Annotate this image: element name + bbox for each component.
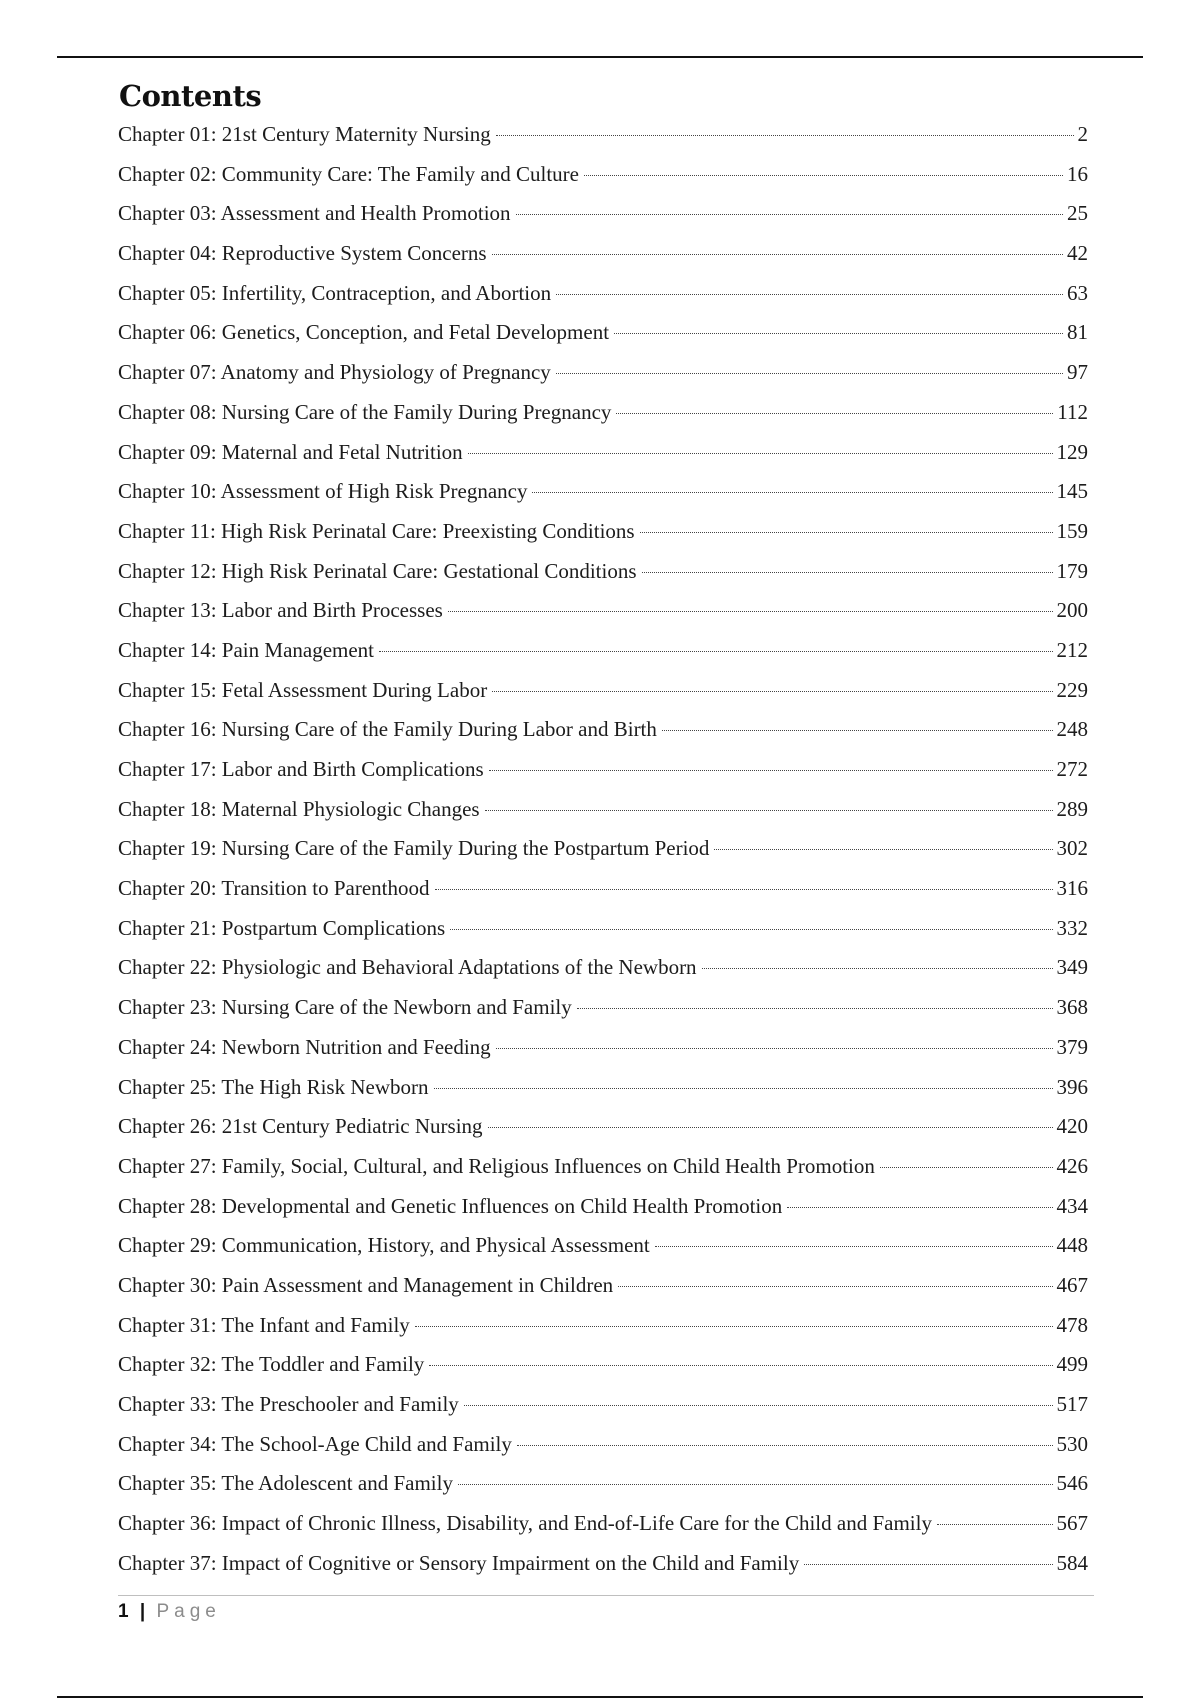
toc-entry-page-number: 530 bbox=[1056, 1431, 1088, 1456]
toc-entry[interactable] bbox=[118, 155, 1088, 195]
toc-entry[interactable] bbox=[118, 1385, 1088, 1425]
toc-entry[interactable] bbox=[118, 1306, 1088, 1346]
toc-entry-page-number: 81 bbox=[1067, 320, 1088, 345]
toc-entry-page-number: 179 bbox=[1056, 558, 1088, 583]
toc-entry-title: Chapter 14: Pain Management bbox=[118, 637, 375, 662]
toc-entry-page-number: 396 bbox=[1056, 1074, 1088, 1099]
toc-dot-leader bbox=[492, 254, 1063, 255]
toc-entry-title: Chapter 18: Maternal Physiologic Changes bbox=[118, 796, 480, 821]
toc-entry[interactable] bbox=[118, 472, 1088, 512]
toc-dot-leader bbox=[492, 691, 1052, 692]
toc-entry-title: Chapter 12: High Risk Perinatal Care: Gestational Conditions bbox=[118, 558, 637, 583]
toc-dot-leader bbox=[880, 1167, 1053, 1168]
toc-dot-leader bbox=[616, 413, 1053, 414]
toc-dot-leader bbox=[434, 1088, 1053, 1089]
toc-entry-title: Chapter 26: 21st Century Pediatric Nursing bbox=[118, 1114, 483, 1139]
toc-entry-title: Chapter 05: Infertility, Contraception, and Abortion bbox=[118, 280, 552, 305]
footer-separator: | bbox=[139, 1601, 146, 1622]
toc-entry-title: Chapter 03: Assessment and Health Promotion bbox=[118, 201, 511, 226]
toc-entry-title: Chapter 33: The Preschooler and Family bbox=[118, 1392, 459, 1416]
toc-entry-page-number: 302 bbox=[1056, 836, 1088, 861]
toc-entry-title: Chapter 09: Maternal and Fetal Nutrition bbox=[118, 439, 463, 464]
toc-entry-page-number: 546 bbox=[1056, 1471, 1088, 1496]
toc-dot-leader bbox=[468, 453, 1053, 454]
toc-entry[interactable] bbox=[118, 790, 1088, 830]
toc-dot-leader bbox=[516, 214, 1063, 215]
toc-entry[interactable] bbox=[118, 1068, 1088, 1108]
toc-entry-title: Chapter 11: High Risk Perinatal Care: Preexisting Conditions bbox=[118, 518, 635, 543]
toc-entry-page-number: 2 bbox=[1077, 122, 1088, 146]
toc-entry[interactable] bbox=[118, 274, 1088, 314]
toc-entry-title: Chapter 02: Community Care: The Family and Culture bbox=[118, 161, 579, 186]
toc-dot-leader bbox=[787, 1207, 1052, 1208]
table-of-contents bbox=[118, 115, 1088, 1583]
toc-dot-leader bbox=[614, 333, 1063, 334]
toc-entry[interactable] bbox=[118, 353, 1088, 393]
toc-dot-leader bbox=[714, 849, 1052, 850]
toc-entry-title: Chapter 15: Fetal Assessment During Labor bbox=[118, 677, 488, 702]
toc-entry-title: Chapter 28: Developmental and Genetic Influences on Child Health Promotion bbox=[118, 1193, 783, 1218]
toc-dot-leader bbox=[640, 532, 1053, 533]
toc-dot-leader bbox=[415, 1326, 1053, 1327]
footer-page-label: Page bbox=[156, 1601, 221, 1622]
toc-entry[interactable] bbox=[118, 433, 1088, 473]
toc-dot-leader bbox=[556, 373, 1063, 374]
toc-entry[interactable] bbox=[118, 1345, 1088, 1385]
toc-entry-page-number: 379 bbox=[1056, 1034, 1088, 1059]
toc-entry[interactable] bbox=[118, 194, 1088, 234]
toc-dot-leader bbox=[517, 1445, 1053, 1446]
toc-dot-leader bbox=[485, 810, 1053, 811]
toc-dot-leader bbox=[577, 1008, 1053, 1009]
toc-entry-title: Chapter 06: Genetics, Conception, and Fetal Development bbox=[118, 320, 610, 345]
toc-dot-leader bbox=[642, 572, 1053, 573]
toc-entry-title: Chapter 16: Nursing Care of the Family During Labor and Birth bbox=[118, 717, 657, 742]
toc-dot-leader bbox=[556, 294, 1063, 295]
toc-entry-title: Chapter 23: Nursing Care of the Newborn and Family bbox=[118, 995, 572, 1020]
toc-entry-page-number: 332 bbox=[1056, 915, 1088, 940]
toc-entry-title: Chapter 22: Physiologic and Behavioral Adaptations of the Newborn bbox=[118, 955, 697, 980]
toc-entry-page-number: 145 bbox=[1056, 479, 1088, 504]
toc-entry-page-number: 517 bbox=[1056, 1392, 1088, 1416]
toc-entry-page-number: 316 bbox=[1056, 876, 1088, 901]
toc-entry[interactable] bbox=[118, 1544, 1088, 1584]
toc-dot-leader bbox=[450, 929, 1052, 930]
toc-entry[interactable] bbox=[118, 710, 1088, 750]
toc-entry-page-number: 368 bbox=[1056, 995, 1088, 1020]
toc-entry[interactable] bbox=[118, 988, 1088, 1028]
toc-entry[interactable] bbox=[118, 552, 1088, 592]
toc-dot-leader bbox=[488, 1127, 1053, 1128]
toc-dot-leader bbox=[584, 175, 1063, 176]
toc-dot-leader bbox=[379, 651, 1052, 652]
toc-entry-page-number: 16 bbox=[1067, 161, 1088, 186]
toc-entry[interactable] bbox=[118, 1147, 1088, 1187]
toc-dot-leader bbox=[496, 1048, 1053, 1049]
toc-entry-page-number: 420 bbox=[1056, 1114, 1088, 1139]
toc-entry[interactable] bbox=[118, 591, 1088, 631]
toc-entry-title: Chapter 24: Newborn Nutrition and Feeding bbox=[118, 1034, 491, 1059]
toc-entry[interactable] bbox=[118, 393, 1088, 433]
toc-entry-title: Chapter 37: Impact of Cognitive or Sensory Impairment on the Child and Family bbox=[118, 1550, 800, 1575]
toc-dot-leader bbox=[618, 1286, 1052, 1287]
toc-entry-page-number: 467 bbox=[1056, 1272, 1088, 1297]
toc-entry-page-number: 63 bbox=[1067, 280, 1088, 305]
toc-entry[interactable] bbox=[118, 671, 1088, 711]
toc-entry-title: Chapter 25: The High Risk Newborn bbox=[118, 1074, 429, 1099]
toc-entry-page-number: 200 bbox=[1056, 598, 1088, 623]
toc-dot-leader bbox=[489, 770, 1053, 771]
toc-entry[interactable] bbox=[118, 1226, 1088, 1266]
top-rule bbox=[57, 56, 1143, 58]
toc-entry-page-number: 499 bbox=[1056, 1352, 1088, 1377]
toc-dot-leader bbox=[448, 611, 1053, 612]
toc-entry[interactable] bbox=[118, 1187, 1088, 1227]
toc-entry[interactable] bbox=[118, 234, 1088, 274]
toc-entry[interactable] bbox=[118, 1107, 1088, 1147]
toc-entry-page-number: 448 bbox=[1056, 1233, 1088, 1258]
footer-page-number: 1 bbox=[118, 1601, 129, 1622]
toc-entry-title: Chapter 04: Reproductive System Concerns bbox=[118, 241, 487, 266]
toc-entry[interactable] bbox=[118, 313, 1088, 353]
toc-entry-title: Chapter 32: The Toddler and Family bbox=[118, 1352, 425, 1377]
toc-entry-title: Chapter 35: The Adolescent and Family bbox=[118, 1471, 453, 1496]
toc-entry[interactable] bbox=[118, 512, 1088, 552]
toc-entry-title: Chapter 27: Family, Social, Cultural, and Religious Influences on Child Health Promotion bbox=[118, 1153, 875, 1178]
toc-entry-page-number: 229 bbox=[1056, 677, 1088, 702]
toc-entry[interactable] bbox=[118, 1266, 1088, 1306]
toc-entry-title: Chapter 30: Pain Assessment and Management in Children bbox=[118, 1272, 614, 1297]
toc-dot-leader bbox=[655, 1246, 1053, 1247]
toc-entry-title: Chapter 19: Nursing Care of the Family During the Postpartum Period bbox=[118, 836, 710, 861]
toc-dot-leader bbox=[662, 730, 1053, 731]
toc-entry[interactable] bbox=[118, 1504, 1088, 1544]
toc-entry-title: Chapter 17: Labor and Birth Complications bbox=[118, 757, 484, 781]
toc-entry-title: Chapter 31: The Infant and Family bbox=[118, 1312, 410, 1337]
toc-entry-page-number: 426 bbox=[1056, 1153, 1088, 1178]
toc-entry[interactable] bbox=[118, 1464, 1088, 1504]
toc-entry-page-number: 289 bbox=[1056, 796, 1088, 821]
toc-entry[interactable] bbox=[118, 909, 1088, 949]
contents-heading: Contents bbox=[119, 79, 262, 114]
toc-entry[interactable] bbox=[118, 948, 1088, 988]
toc-entry-title: Chapter 10: Assessment of High Risk Pregnancy bbox=[118, 479, 528, 504]
toc-entry-page-number: 567 bbox=[1056, 1511, 1088, 1536]
toc-entry-page-number: 112 bbox=[1057, 399, 1088, 424]
toc-entry-page-number: 272 bbox=[1056, 757, 1088, 781]
toc-entry-page-number: 129 bbox=[1056, 439, 1088, 464]
toc-entry-title: Chapter 29: Communication, History, and Physical Assessment bbox=[118, 1233, 650, 1258]
toc-entry-title: Chapter 34: The School-Age Child and Family bbox=[118, 1431, 512, 1456]
toc-entry[interactable] bbox=[118, 1028, 1088, 1068]
toc-dot-leader bbox=[435, 889, 1053, 890]
toc-entry-title: Chapter 13: Labor and Birth Processes bbox=[118, 598, 443, 623]
toc-dot-leader bbox=[496, 135, 1074, 136]
toc-entry-page-number: 349 bbox=[1056, 955, 1088, 980]
page-footer bbox=[118, 1599, 221, 1625]
toc-entry-page-number: 434 bbox=[1056, 1193, 1088, 1218]
toc-entry-title: Chapter 08: Nursing Care of the Family During Pregnancy bbox=[118, 399, 612, 424]
toc-entry[interactable] bbox=[118, 1425, 1088, 1465]
toc-entry[interactable] bbox=[118, 869, 1088, 909]
footer-rule bbox=[118, 1595, 1094, 1596]
toc-dot-leader bbox=[429, 1365, 1052, 1366]
toc-entry-title: Chapter 21: Postpartum Complications bbox=[118, 915, 446, 940]
toc-entry[interactable] bbox=[118, 750, 1088, 790]
toc-dot-leader bbox=[702, 968, 1053, 969]
toc-dot-leader bbox=[532, 492, 1052, 493]
toc-entry-page-number: 478 bbox=[1056, 1312, 1088, 1337]
toc-entry[interactable] bbox=[118, 631, 1088, 671]
toc-entry-title: Chapter 07: Anatomy and Physiology of Pregnancy bbox=[118, 360, 551, 385]
toc-entry-page-number: 584 bbox=[1056, 1550, 1088, 1575]
toc-entry-page-number: 248 bbox=[1056, 717, 1088, 742]
toc-entry[interactable] bbox=[118, 115, 1088, 155]
bottom-rule bbox=[57, 1696, 1143, 1698]
toc-entry-page-number: 212 bbox=[1056, 637, 1088, 662]
toc-dot-leader bbox=[464, 1405, 1053, 1406]
toc-entry[interactable] bbox=[118, 829, 1088, 869]
toc-entry-title: Chapter 20: Transition to Parenthood bbox=[118, 876, 430, 901]
toc-dot-leader bbox=[458, 1484, 1053, 1485]
toc-entry-page-number: 25 bbox=[1067, 201, 1088, 226]
toc-entry-page-number: 97 bbox=[1067, 360, 1088, 385]
toc-entry-page-number: 42 bbox=[1067, 241, 1088, 266]
toc-entry-page-number: 159 bbox=[1056, 518, 1088, 543]
toc-entry-title: Chapter 36: Impact of Chronic Illness, Disability, and End-of-Life Care for the Child and Family bbox=[118, 1511, 932, 1536]
toc-dot-leader bbox=[937, 1524, 1053, 1525]
toc-entry-title: Chapter 01: 21st Century Maternity Nursing bbox=[118, 122, 491, 146]
toc-dot-leader bbox=[804, 1564, 1052, 1565]
